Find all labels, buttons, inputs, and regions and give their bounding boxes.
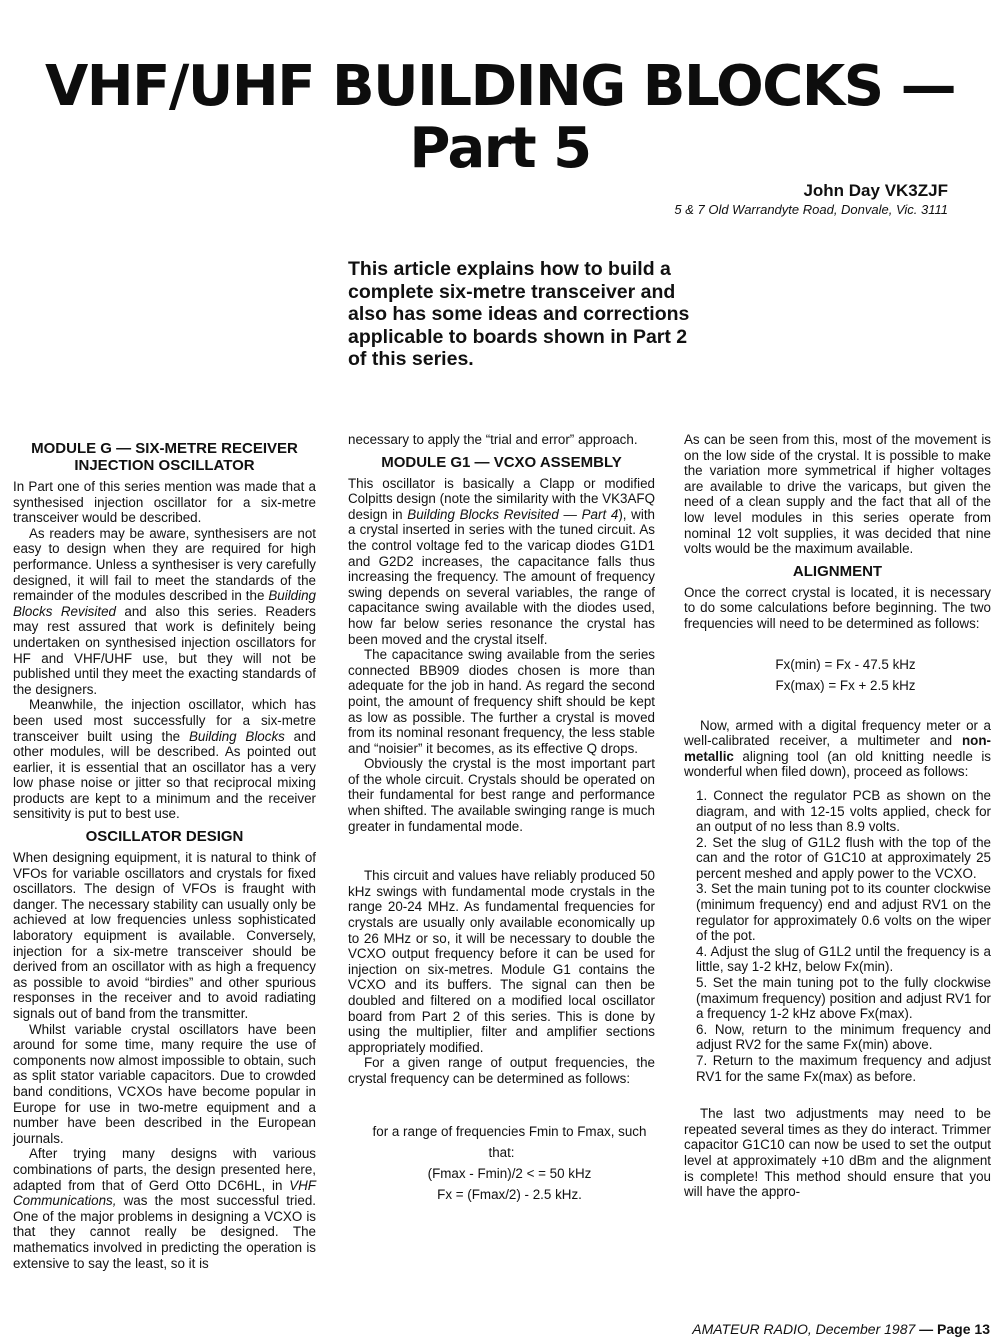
section-heading: ALIGNMENT [792,562,883,580]
author-name: John Day VK3ZJF [803,181,948,200]
page-number: — Page 13 [919,1321,990,1337]
list-item: 3. Set the main tuning pot to its counter clockwise (minimum frequency) end and adjust RV1 on the regulator for approximately 0.6 volts on the wiper of the pot. [696,881,991,944]
page-footer [692,1321,990,1337]
paragraph: Obviously the crystal is the most important part of the whole circuit. Crystals should be operated on their fundamental for best range and performance when shifted. The available swinging range is much greater in fundamental mode. [348,756,655,834]
paragraph: When designing equipment, it is natural to think of VFOs for variable oscillators and crystals for fixed oscillators. The design of VFOs is fraught with danger. The necessary stability can usually only be achieved at low frequencies unless sophisticated laboratory equipment is available. Conversely, injection for a six-metre transceiver should be derived from an oscillator with as high a frequency as possible to avoid “birdies” and other spurious responses in the receiver and to avoid radiating signals out of band from the transmitter. [13,850,316,1021]
equation-intro: for a range of frequencies Fmin to Fmax, such that: [372,1123,647,1160]
equation: Fx(min) = Fx - 47.5 kHz [775,656,916,672]
paragraph: The last two adjustments may need to be repeated several times as they do interact. Trimmer capacitor G1C10 can now be used to set the output level at approximately +10 dBm and the alignment is complete! This method should ensure that you will have the appro- [684,1106,991,1200]
intro-paragraph: This article explains how to build a complete six-metre transceiver and also has some ideas and corrections applicable to boards shown in Part 2 of this series. [348,258,690,370]
paragraph: Meanwhile, the injection oscillator, which has been used most successfully for a six-metre transceiver built using the Building Blocks and other modules, will be described. As pointed out earlier, it is essential that an oscillator has a very low phase noise or jitter so that reciprocal mixing products are kept to a minimum and the receiver sensitivity is put to best use. [13,697,316,822]
article-title [0,56,1000,180]
paragraph: After trying many designs with various combinations of parts, the design presented here, adapted from that of Gerd Otto DC6HL, in VHF Communications, was the most successful tried. One of the major problems in designing a VCXO is that they cannot really be designed. The mathematics involved in predicting the operation is extensive to say the least, so it is [13,1146,316,1271]
author-block [674,181,948,218]
paragraph: necessary to apply the “trial and error” approach. [348,432,638,447]
paragraph: In Part one of this series mention was made that a synthesised injection oscillator for a six-metre transceiver would be described. [13,479,316,526]
author-address: 5 & 7 Old Warrandyte Road, Donvale, Vic. 3111 [674,202,948,217]
paragraph: Once the correct crystal is located, it is necessary to do some calculations before beginning. The two frequencies will need to be determined as follows: [684,584,991,631]
title-line-1: VHF/UHF BUILDING BLOCKS — [44,54,956,119]
paragraph: The capacitance swing available from the series connected BB909 diodes chosen is more than adequate for the job in hand. As regard the second point, the amount of frequency shift should be kept as low as possible. The further a crystal is moved from its nominal resonant frequency, the less stable and “noisier” it becomes, as its effective Q drops. [348,647,655,756]
equation: Fx(max) = Fx + 2.5 kHz [775,677,916,693]
column-3 [684,432,991,1200]
paragraph: As can be seen from this, most of the movement is on the low side of the crystal. It is possible to make the variation more symmetrical if higher voltages are available to drive the varicaps, but given the need of a clean supply and the fact that all of the low level modules in this series operate from nominal 12 volt supplies, it was decided that nine volts would be the maximum available. [684,432,991,557]
publication-name: AMATEUR RADIO, [692,1321,812,1337]
list-item: 1. Connect the regulator PCB as shown on the diagram, and with 12-15 volts applied, check for an output of no less than 8.9 volts. [696,787,991,835]
paragraph: For a given range of output frequencies, the crystal frequency can be determined as follows: [348,1055,655,1086]
equation: (Fmax - Fmin)/2 < = 50 kHz [427,1165,592,1181]
publication-date: December 1987 [815,1321,916,1337]
section-heading: OSCILLATOR DESIGN [85,828,244,846]
list-item: 2. Set the slug of G1L2 flush with the top of the can and the rotor of G1C10 at approximately 25 percent meshed and apply power to the VCXO. [696,834,991,881]
section-heading: MODULE G — SIX-METRE RECEIVER INJECTION OSCILLATOR [31,440,298,474]
paragraph: This oscillator is basically a Clapp or modified Colpitts design (note the similarity with the VK3AFQ design in Building Blocks Revisited — Part 4), with a crystal inserted in series with the tuned circuit. As the control voltage fed to the varicap diodes G1D1 and G2D2 increases, the capacitance falls thus increasing the frequency. The amount of frequency swing depends on several variables, the range of capacitance swing available with the diodes used, how far below series resonance the crystal has been moved and the crystal itself. [348,475,655,647]
paragraph: As readers may be aware, synthesisers are not easy to design when they are required for high performance. Unless a synthesiser is very carefully designed, it will fail to meet the standards of the remainder of the modules described in the Building Blocks Revisited and also this series. Readers may rest assured that work is definitely being undertaken on synthesised injection oscillators for HF and VHF/UHF use, but they will not be published until they meet the exacting standards of the designers. [13,525,317,697]
alignment-steps [684,788,991,1084]
title-line-2: Part 5 [409,116,591,181]
paragraph: This circuit and values have reliably produced 50 kHz swings with fundamental mode crystals in the range 20-24 MHz. As fundamental frequencies for crystals are usually only available economically up to 26 MHz or so, it will be necessary to double the VCXO output frequency before it can be used for injection on six-metres. Module G1 contains the VCXO and its buffers. The signal can then be doubled and filtered on a modified local oscillator board from Part 2 of this series. This is done by using the multiplier, filter and amplifier sections appropriately modified. [348,868,655,1055]
equation: Fx = (Fmax/2) - 2.5 kHz. [437,1186,582,1202]
list-item: 5. Set the main tuning pot to the fully clockwise (maximum frequency) position and adjust RV1 for a frequency 1-2 kHz above Fx(max). [696,975,991,1022]
list-item: 4. Adjust the slug of G1L2 until the frequency is a little, say 1-2 kHz, below Fx(min). [696,943,991,975]
list-item: 6. Now, return to the minimum frequency and adjust RV2 for the same Fx(min) above. [696,1021,991,1053]
column-1 [13,432,316,1271]
section-heading: MODULE G1 — VCXO ASSEMBLY [381,453,622,471]
paragraph: Whilst variable crystal oscillators have been around for some time, many require the use of components now almost impossible to obtain, such as split stator variable capacitors. Due to crowded band conditions, VCXOs have become popular in Europe for use in two-metre equipment and a number have been described in the European journals. [13,1021,316,1146]
column-2 [348,432,655,1205]
paragraph: Now, armed with a digital frequency meter or a well-calibrated receiver, a multimeter and non-metallic aligning tool (an old knitting needle is wonderful when filed down), proceed as follows: [684,717,991,780]
list-item: 7. Return to the maximum frequency and adjust RV1 for the same Fx(max) as before. [696,1053,991,1084]
